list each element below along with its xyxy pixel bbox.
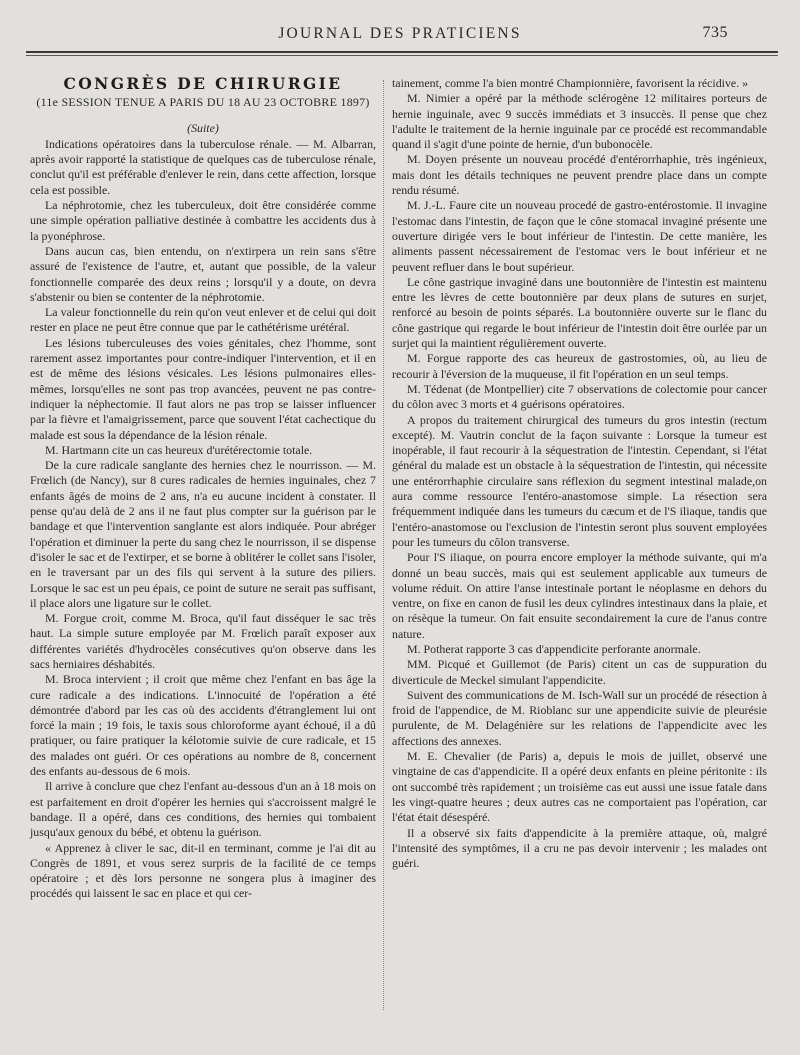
paragraph: M. Potherat rapporte 3 cas d'appendicite perforante anormale. (407, 641, 701, 656)
paragraph: M. Hartmann cite un cas heureux d'urétérectomie totale. (45, 442, 313, 457)
paragraph: La néphrotomie, chez les tuberculeux, doit être considérée comme une simple opération palliative destinée à combattre les accidents dus à la pyonéphrose. (30, 198, 376, 243)
column-separator (383, 80, 384, 1010)
journal-title: JOURNAL DES PRATICIENS (278, 25, 522, 42)
paragraph: Il a observé six faits d'appendicite à la première attaque, où, malgré l'intensité des symptômes, il a cru ne pas devoir intervenir ; les malades ont guéri. (392, 825, 767, 871)
paragraph: Dans aucun cas, bien entendu, on n'extirpera un rein sans s'être assuré de l'existence de l'autre, et, autant que possible, de la valeur fonctionnelle comparée des deux reins ; lorsqu'il y a doute, on devra s'abstenir ou bien se contenter de la néphrotomie. (30, 243, 376, 304)
paragraph: M. J.-L. Faure cite un nouveau procedé de gastro-entérostomie. Il invagine l'estomac dans l'intestin, de façon que le cône stomacal invaginé présente une ouverture dirigée vers le bout inférieur de l'intestin. De cette manière, les aliments passent nécessairement de l'estomac vers le bout inférieur et ne peuvent refluer dans le bout supérieur. (392, 198, 767, 274)
paragraph: M. E. Chevalier (de Paris) a, depuis le mois de juillet, observé une vingtaine de cas d'appendicite. Il a opéré deux enfants en pleine péritonite : ils ont succombé très rapidement ; un troisième cas eut aussi une issue fatale dans les vingt-quatre heures ; deux autres cas ne comportaient pas l'opération, car l'état était désespéré. (392, 749, 767, 825)
paragraph: A propos du traitement chirurgical des tumeurs du gros intestin (rectum excepté). M. Vautrin conclut de la façon suivante : Lorsque la tumeur est inopérable, il faut recourir à la séquestration de l'intestin. Cependant, si l'état général du malade est un obstacle à la séquestration de l'intestin, qui nécessite une entérorrhaphie circulaire sans réflexion du segment intestinal malade,on aura comme ressource l'entéro-anastomose simple. La résection sera fréquemment indiquée dans les tumeurs du cæcum et de l'S iliaque, tandis que l'entéro-anastomose ou l'exclusion de l'intestin seront plus souvent employées pour les tumeurs du côlon transverse. (392, 412, 767, 549)
page-number: 735 (702, 24, 728, 41)
paragraph: La valeur fonctionnelle du rein qu'on veut enlever et de celui qui doit rester en place ne peut être connue que par le cathétérisme urétéral. (30, 305, 376, 335)
article-heading: CONGRÈS DE CHIRURGIE (63, 74, 343, 93)
paragraph: Indications opératoires dans la tuberculose rénale. — M. Albarran, après avoir rapporté la statistique de quelques cas de tuberculose rénale, conclut qu'il est préférable d'enlever le rein, dans cette affection, lorsque cela est possible. (30, 136, 376, 197)
right-column (392, 76, 767, 871)
header-rule-thin (26, 55, 778, 56)
paragraph: M. Doyen présente un nouveau procédé d'entérorrhaphie, très ingénieux, mais dont les détails techniques ne peuvent prendre place dans un compte rendu résumé. (392, 152, 767, 198)
paragraph: MM. Picqué et Guillemot (de Paris) citent un cas de suppuration du diverticule de Meckel simulant l'appendicite. (392, 657, 767, 687)
paragraph: M. Nimier a opéré par la méthode sclérogène 12 militaires porteurs de hernie inguinale, avec 9 succès immédiats et 3 insuccès. Il pense que chez l'adulte le traitement de la hernie inguinale par ce procédé est recommandable quand il s'agit d'une pointe de hernie, d'un bubonocèle. (392, 91, 767, 152)
paragraph: M. Forgue rapporte des cas heureux de gastrostomies, où, au lieu de recourir à l'éversion de la muqueuse, il fit l'opération en un seul temps. (392, 351, 767, 381)
suite-label: (Suite) (187, 120, 219, 135)
paragraph: Suivent des communications de M. Isch-Wall sur un procédé de résection à froid de l'appendice, de M. Rioblanc sur une appendicite suivie de pleurésie purulente, de M. Delagénière sur les relations de l'appendicite avec les affections des annexes. (392, 687, 767, 748)
paragraph: M. Tédenat (de Montpellier) cite 7 observations de colectomie pour cancer du côlon avec 3 morts et 4 guérisons opératoires. (392, 381, 767, 412)
paragraph: Le cône gastrique invaginé dans une boutonnière de l'intestin est maintenu entre les lèvres de cette boutonnière par deux plans de sutures en surjet, renforcé au besoin de points séparés. La boutonnière ouverte sur le flanc du cône gastrique qui regarde le bout inférieur de l'intestin doit être ourlée par un surjet qui la maintient régulièrement ouverte. (392, 274, 767, 351)
paragraph: M. Broca intervient ; il croit que même chez l'enfant en bas âge la cure radicale a des indications. L'innocuité de l'opération a été démontrée d'abord par les cas où des accidents d'étranglement lui ont forcé la main ; 19 fois, le taxis sous chloroforme ayant échoué, il a dû pratiquer, ou faire pratiquer la kélotomie suivie de cure radicale, et 15 des malades ont guéri. Or ces opérations au nombre de 8, concernent des enfants au-dessous de 6 mois. (30, 672, 376, 779)
header-rule-thick (26, 51, 778, 53)
paragraph: Pour l'S iliaque, on pourra encore employer la méthode suivante, qui m'a donné un beau succès, mais qui est seulement applicable aux tumeurs de volume réduit. On attire l'anse intestinale portant le néoplasme en dehors du ventre, on fixe en canon de fusil les deux cylindres intestinaux dans la plaie, et on résèque la tumeur. On fait ensuite secondairement la cure de l'anus contre nature. (392, 550, 767, 641)
article-subheading: (11e SESSION TENUE A PARIS DU 18 AU 23 OCTOBRE 1897) (36, 95, 370, 110)
paragraph: Les lésions tuberculeuses des voies génitales, chez l'homme, sont rarement assez importantes pour contre-indiquer l'intervention, et il en est de même des lésions vésicales. Les lésions pulmonaires elles-mêmes, lorsqu'elles ne sont pas trop avancées, peuvent ne pas contre-indiquer la néphectomie. Il faut alors ne pas trop se laisser influencer par la fièvre et l'amaigrissement, parce que souvent l'état cachectique du malade est sous la dépendance de la lésion rénale. (30, 335, 376, 442)
left-column (30, 70, 376, 902)
running-head (0, 25, 800, 47)
paragraph: M. Forgue croit, comme M. Broca, qu'il faut disséquer le sac très haut. La simple suture employée par M. Frœlich paraît exposer aux différentes variétés d'hydrocèles consécutives qu'on observe dans les sacs herniaires déshabités. (30, 611, 376, 671)
paragraph: De la cure radicale sanglante des hernies chez le nourrisson. — M. Frœlich (de Nancy), sur 8 cures radicales de hernies inguinales, chez 7 enfants âgés de moins de 2 ans, n'a eu aucune incident à constater. Il pense qu'au delà de 2 ans il ne faut plus compter sur la guérison par le bandage et que l'intervention sanglante est alors indiquée. Pour abréger l'opération et diminuer la perte du sang chez le nourrisson, il se dispense d'isoler le sac et de l'extirper, et se borne à oblitérer le collet sans l'isoler, en le traversant par un des fils qui servent à la suture des piliers. Lorsque le sac est un peu épais, ce point de suture ne serait pas suffisant, il place alors une ligature sur le collet. (30, 458, 376, 610)
paragraph: « Apprenez à cliver le sac, dit-il en terminant, comme je l'ai dit au Congrès de 1891, et vous serez surpris de la facilité de ce temps opératoire ; et dès lors personne ne songera plus à imaginer des procédés qui laissent le sac en place et qui cer- (30, 840, 376, 901)
paragraph: Il arrive à conclure que chez l'enfant au-dessous d'un an à 18 mois on est parfaitement en droit d'opérer les hernies qui s'accroissent malgré le bandage. Il a opéré, dans ces conditions, des hernies qui tombaient jusqu'aux genoux du bébé, et obtenu la guérison. (30, 779, 376, 840)
paragraph: tainement, comme l'a bien montré Championnière, favorisent la récidive. » (392, 76, 749, 90)
